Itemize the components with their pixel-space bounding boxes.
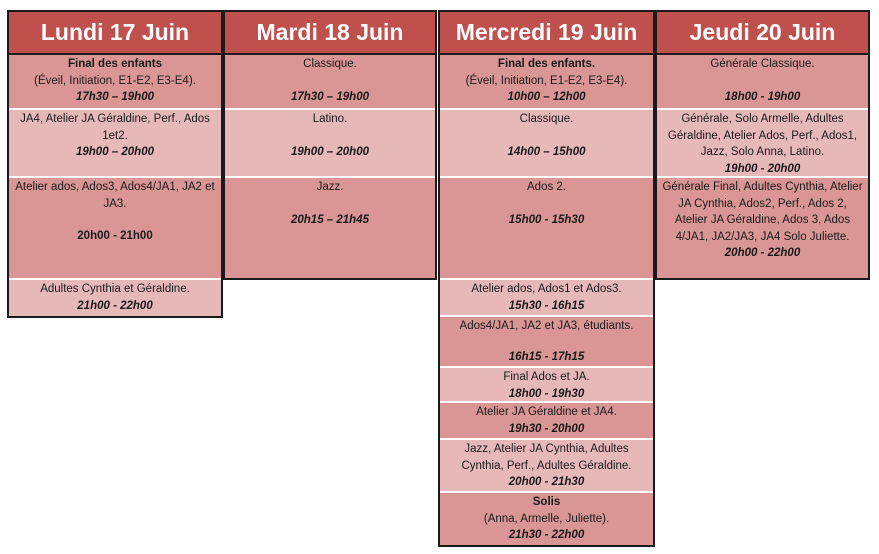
day-header: Mercredi 19 Juin bbox=[440, 12, 653, 55]
schedule-slot bbox=[440, 401, 653, 438]
schedule-slot bbox=[440, 491, 653, 545]
schedule-slot bbox=[9, 108, 221, 176]
slot-time: 20h00 - 22h00 bbox=[724, 247, 801, 259]
slot-time: 18h00 - 19h00 bbox=[724, 90, 801, 103]
schedule-slot bbox=[225, 176, 435, 278]
slot-detail: Atelier JA Géraldine et JA4. bbox=[476, 406, 617, 418]
slot-detail: Adultes Cynthia et Géraldine. bbox=[40, 283, 190, 295]
schedule-slot bbox=[657, 55, 868, 108]
schedule-slot bbox=[440, 366, 653, 401]
slot-detail: Jazz. bbox=[316, 181, 344, 193]
slot-detail: (Anna, Armelle, Juliette). bbox=[483, 512, 610, 525]
schedule-slot bbox=[440, 55, 653, 108]
slot-time: 19h00 - 20h00 bbox=[724, 162, 801, 175]
slot-time: 19h30 - 20h00 bbox=[508, 422, 585, 435]
slot-time: 16h15 - 17h15 bbox=[508, 350, 585, 363]
schedule-slot bbox=[440, 438, 653, 491]
slot-time: 19h00 – 20h00 bbox=[290, 145, 369, 158]
slot-time: 21h00 - 22h00 bbox=[77, 299, 153, 312]
slot-detail: Générale, Solo Armelle, Adultes Géraldine, Atelier Ados, Perf., Ados1, Jazz, Solo Anna, Latino. bbox=[667, 113, 858, 158]
spacer bbox=[661, 73, 864, 89]
slot-time: 17h30 – 19h00 bbox=[75, 91, 154, 103]
slot-detail: Atelier ados, Ados1 et Ados3. bbox=[471, 283, 622, 295]
slot-detail: Générale Final, Adultes Cynthia, Atelier JA Cynthia, Ados2, Perf., Ados 2, Atelier JA Géraldine, Ados 3, Ados 4/JA1, JA2/JA3, JA4 Solo Juliette. bbox=[662, 181, 863, 243]
slot-detail: Générale Classique. bbox=[710, 58, 815, 70]
schedule-slot bbox=[9, 55, 221, 108]
slot-time: 20h15 – 21h45 bbox=[290, 213, 369, 226]
slot-detail: Classique. bbox=[519, 113, 574, 125]
day-header: Jeudi 20 Juin bbox=[657, 12, 868, 55]
schedule-slot bbox=[225, 55, 435, 108]
slot-detail: Classique. bbox=[303, 58, 357, 70]
slot-detail: Ados 2. bbox=[527, 181, 566, 193]
schedule-slot bbox=[440, 278, 653, 315]
slot-detail: Atelier ados, Ados3, Ados4/JA1, JA2 et JA3. bbox=[15, 181, 215, 210]
slot-detail: Final Ados et JA. bbox=[503, 371, 590, 383]
slot-time: 17h30 – 19h00 bbox=[290, 90, 369, 103]
day-header: Lundi 17 Juin bbox=[9, 12, 221, 55]
spacer bbox=[444, 128, 649, 144]
spacer bbox=[444, 196, 649, 212]
slot-detail: Latino. bbox=[312, 113, 348, 125]
slot-name: Final des enfants bbox=[68, 58, 162, 70]
schedule-slot bbox=[440, 176, 653, 278]
slot-detail: (Éveil, Initiation, E1-E2, E3-E4). bbox=[465, 74, 628, 87]
slot-name: Solis bbox=[532, 496, 561, 508]
day-column-mercredi bbox=[438, 10, 655, 547]
schedule-slot bbox=[9, 278, 221, 316]
slot-time: 10h00 – 12h00 bbox=[507, 91, 586, 103]
spacer bbox=[229, 128, 431, 144]
day-column-jeudi bbox=[655, 10, 870, 280]
slot-time: 18h00 - 19h30 bbox=[508, 387, 585, 400]
day-header: Mardi 18 Juin bbox=[225, 12, 435, 55]
slot-detail: (Éveil, Initiation, E1-E2, E3-E4). bbox=[34, 74, 196, 87]
schedule-slot bbox=[9, 176, 221, 278]
spacer bbox=[13, 212, 217, 228]
slot-name: Final des enfants. bbox=[497, 58, 596, 70]
slot-detail: Ados4/JA1, JA2 et JA3, étudiants. bbox=[459, 320, 634, 332]
schedule-slot bbox=[225, 108, 435, 176]
spacer bbox=[229, 196, 431, 212]
slot-detail: Jazz, Atelier JA Cynthia, Adultes Cynthia, Perf., Adultes Géraldine. bbox=[461, 443, 632, 472]
schedule-slot bbox=[440, 108, 653, 176]
slot-time: 15h30 - 16h15 bbox=[508, 299, 585, 312]
schedule-slot bbox=[440, 315, 653, 366]
slot-time: 21h30 - 22h00 bbox=[508, 529, 585, 541]
spacer bbox=[444, 335, 649, 349]
slot-time: 20h00 - 21h30 bbox=[508, 476, 585, 488]
slot-time: 20h00 - 21h00 bbox=[77, 230, 153, 242]
slot-time: 19h00 – 20h00 bbox=[75, 146, 154, 158]
slot-detail: JA4, Atelier JA Géraldine, Perf., Ados 1et2. bbox=[20, 113, 210, 142]
day-column-lundi bbox=[7, 10, 223, 318]
slot-time: 14h00 – 15h00 bbox=[507, 145, 586, 158]
slot-time: 15h00 - 15h30 bbox=[508, 213, 585, 226]
spacer bbox=[229, 73, 431, 89]
schedule-slot bbox=[657, 108, 868, 176]
day-column-mardi bbox=[223, 10, 437, 280]
schedule-slot bbox=[657, 176, 868, 278]
